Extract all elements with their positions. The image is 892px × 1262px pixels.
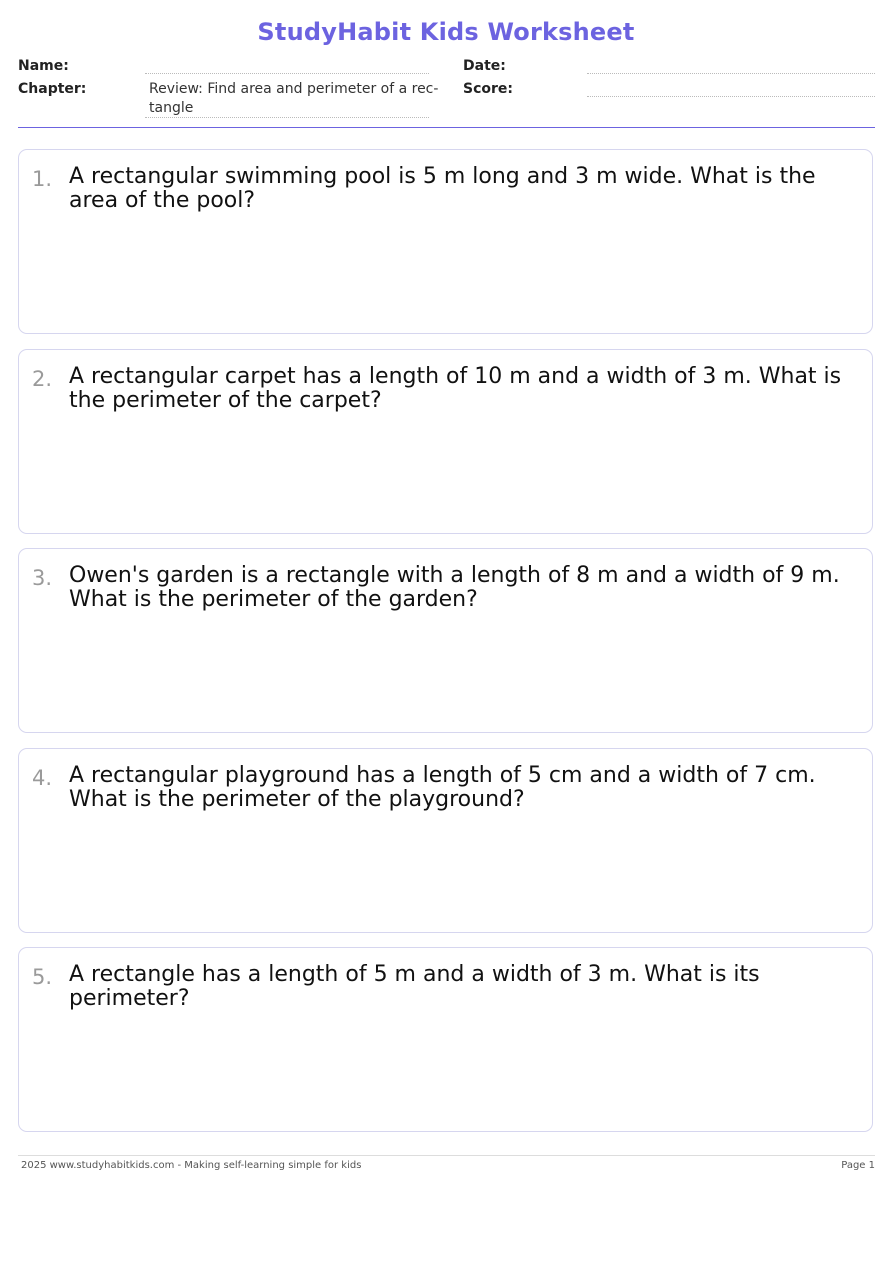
question-card-2[interactable]: [18, 349, 873, 534]
score-label: Score:: [463, 81, 513, 97]
header-divider: [18, 127, 875, 128]
question-text: A rectangular carpet has a length of 10 m and a width of 3 m. What is the perimeter of the carpet?: [69, 364, 842, 413]
question-number: 5.: [32, 965, 53, 989]
question-text: A rectangle has a length of 5 m and a width of 3 m. What is its perimeter?: [69, 962, 760, 1011]
chapter-value-line2: tangle: [149, 100, 194, 116]
worksheet-title: StudyHabit Kids Worksheet: [257, 18, 635, 46]
chapter-label: Chapter:: [18, 81, 87, 97]
question-number: 1.: [32, 167, 53, 191]
question-number: 4.: [32, 766, 53, 790]
question-card-4[interactable]: [18, 748, 873, 933]
page-number: Page 1: [841, 1160, 875, 1171]
question-card-5[interactable]: [18, 947, 873, 1132]
date-label: Date:: [463, 58, 506, 74]
chapter-field-underline: [145, 117, 429, 118]
name-field[interactable]: [145, 73, 429, 74]
name-label: Name:: [18, 58, 69, 74]
score-field[interactable]: [587, 96, 875, 97]
question-text: Owen's garden is a rectangle with a length of 8 m and a width of 9 m. What is the perimeter of the garden?: [69, 563, 840, 612]
question-text: A rectangular playground has a length of 5 cm and a width of 7 cm. What is the perimeter of the playground?: [69, 763, 816, 812]
question-number: 2.: [32, 367, 53, 391]
date-field[interactable]: [587, 73, 875, 74]
footer-credit: 2025 www.studyhabitkids.com - Making self-learning simple for kids: [21, 1160, 362, 1171]
question-card-3[interactable]: [18, 548, 873, 733]
question-text: A rectangular swimming pool is 5 m long and 3 m wide. What is the area of the pool?: [69, 164, 816, 213]
question-card-1[interactable]: [18, 149, 873, 334]
question-number: 3.: [32, 566, 53, 590]
chapter-value-line1: Review: Find area and perimeter of a rec-: [149, 81, 439, 97]
footer-divider: [18, 1155, 875, 1156]
